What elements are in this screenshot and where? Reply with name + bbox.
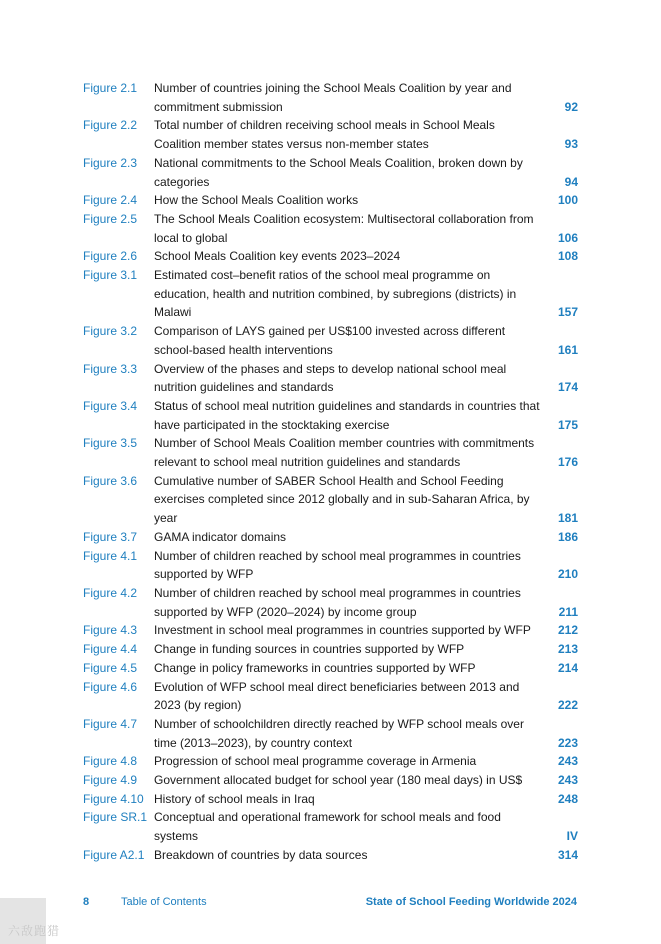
figure-title: School Meals Coalition key events 2023–2024	[154, 249, 401, 264]
toc-entry[interactable]	[83, 846, 580, 865]
toc-entry[interactable]	[83, 790, 580, 809]
page-number: 212	[557, 623, 578, 638]
page-number: 176	[557, 455, 578, 470]
toc-entry[interactable]	[83, 621, 580, 640]
figure-label: Figure 2.4	[83, 193, 138, 208]
figure-title: Conceptual and operational framework for school meals and food systems	[154, 810, 501, 844]
toc-entry[interactable]	[83, 210, 580, 247]
toc-entry[interactable]	[83, 360, 580, 397]
page-number: 157	[557, 305, 578, 320]
figure-title: Progression of school meal programme coverage in Armenia	[154, 754, 477, 769]
figure-label: Figure 2.2	[83, 118, 138, 133]
figure-title: Government allocated budget for school year (180 meal days) in US$	[154, 773, 523, 788]
page-number: IV	[566, 829, 578, 844]
toc-entry[interactable]	[83, 247, 580, 266]
toc-entry[interactable]	[83, 715, 580, 752]
page-number: 175	[557, 417, 578, 432]
page-number: 161	[557, 342, 578, 357]
page-number: 174	[557, 380, 578, 395]
figure-label: Figure 3.4	[83, 398, 138, 413]
page-number: 186	[557, 529, 578, 544]
figure-title: Total number of children receiving school meals in School Meals Coalition member states versus non-member states	[154, 118, 495, 152]
page-number: 100	[557, 193, 578, 208]
toc-entry[interactable]	[83, 434, 580, 471]
page-number: 214	[557, 660, 578, 675]
figure-label: Figure A2.1	[83, 847, 145, 862]
toc-entry[interactable]	[83, 678, 580, 715]
toc-entry[interactable]	[83, 640, 580, 659]
figure-title: Cumulative number of SABER School Health and School Feeding exercises completed since 2012 globally and in sub-Saharan Africa, by year	[154, 473, 530, 526]
figure-label: Figure 4.10	[83, 791, 144, 806]
watermark-text: 六敌跑猎	[8, 924, 61, 938]
figure-label: Figure 3.6	[83, 473, 138, 488]
page-number: 106	[557, 230, 578, 245]
page-number: 108	[557, 249, 578, 264]
figure-label: Figure SR.1	[83, 810, 148, 825]
figure-label: Figure 4.6	[83, 679, 138, 694]
toc-entry[interactable]	[83, 266, 580, 322]
figure-title: National commitments to the School Meals Coalition, broken down by categories	[154, 155, 523, 189]
figure-title: Evolution of WFP school meal direct beneficiaries between 2013 and 2023 (by region)	[154, 679, 520, 713]
figure-title: Overview of the phases and steps to develop national school meal nutrition guidelines and standards	[154, 361, 507, 395]
toc-entry[interactable]	[83, 584, 580, 621]
toc-entry[interactable]	[83, 771, 580, 790]
page-number: 223	[557, 735, 578, 750]
toc-entry[interactable]	[83, 154, 580, 191]
figure-label: Figure 4.5	[83, 660, 138, 675]
figure-title: Status of school meal nutrition guidelines and standards in countries that have participated in the stocktaking exercise	[154, 398, 540, 432]
page-number: 243	[557, 754, 578, 769]
page-number: 93	[564, 137, 578, 152]
figure-title: The School Meals Coalition ecosystem: Multisectoral collaboration from local to global	[154, 211, 534, 245]
toc-entry[interactable]	[83, 659, 580, 678]
figure-label: Figure 3.5	[83, 436, 138, 451]
page-number: 314	[557, 847, 578, 862]
page-number: 248	[557, 791, 578, 806]
figure-title: Estimated cost–benefit ratios of the school meal programme on education, health and nutrition combined, by subregions (districts) in Malawi	[154, 268, 517, 320]
toc-entry[interactable]	[83, 79, 580, 116]
figure-list	[83, 79, 580, 865]
figure-label: Figure 4.7	[83, 716, 138, 731]
figure-label: Figure 3.2	[83, 324, 138, 339]
figure-title: Investment in school meal programmes in countries supported by WFP	[154, 623, 531, 638]
figure-title: Number of School Meals Coalition member countries with commitments relevant to school meal nutrition guidelines and standards	[154, 436, 535, 470]
figure-title: Number of children reached by school meal programmes in countries supported by WFP (2020–2024) by income group	[154, 585, 521, 619]
footer-document-title: State of School Feeding Worldwide 2024	[365, 896, 577, 908]
page-number: 243	[557, 773, 578, 788]
toc-entry[interactable]	[83, 547, 580, 584]
figure-title: Change in funding sources in countries supported by WFP	[154, 642, 465, 657]
figure-title: Number of children reached by school meal programmes in countries supported by WFP	[154, 548, 521, 582]
toc-entry[interactable]	[83, 191, 580, 210]
figure-label: Figure 2.6	[83, 249, 138, 264]
figure-label: Figure 4.9	[83, 773, 138, 788]
footer-section-link[interactable]: Table of Contents	[121, 896, 207, 908]
figure-label: Figure 4.8	[83, 754, 138, 769]
page-number: 94	[564, 174, 578, 189]
toc-entry[interactable]	[83, 472, 580, 528]
figure-label: Figure 2.3	[83, 155, 138, 170]
figure-label: Figure 2.5	[83, 211, 138, 226]
figure-label: Figure 4.3	[83, 623, 138, 638]
figure-title: Number of countries joining the School Meals Coalition by year and commitment submission	[154, 81, 512, 114]
figure-title: GAMA indicator domains	[154, 529, 287, 544]
figure-title: Breakdown of countries by data sources	[154, 847, 368, 862]
toc-entry[interactable]	[83, 752, 580, 771]
page-number: 92	[564, 99, 578, 114]
page-number: 213	[557, 642, 578, 657]
figure-title: How the School Meals Coalition works	[154, 193, 359, 208]
toc-entry[interactable]	[83, 397, 580, 434]
figure-title: Comparison of LAYS gained per US$100 invested across different school-based health interventions	[154, 324, 506, 357]
figure-label: Figure 3.7	[83, 529, 138, 544]
figure-label: Figure 4.1	[83, 548, 138, 563]
page-number: 181	[557, 511, 578, 526]
figure-title: History of school meals in Iraq	[154, 791, 315, 806]
page-number: 211	[558, 604, 578, 619]
figure-label: Figure 2.1	[83, 81, 138, 95]
page-number: 210	[557, 567, 578, 582]
figure-title: Change in policy frameworks in countries supported by WFP	[154, 660, 476, 675]
footer-page-number: 8	[83, 896, 90, 908]
page-number: 222	[557, 698, 578, 713]
toc-entry[interactable]	[83, 116, 580, 153]
toc-entry[interactable]	[83, 528, 580, 547]
figure-label: Figure 4.2	[83, 585, 138, 600]
figure-label: Figure 3.3	[83, 361, 138, 376]
toc-entry[interactable]	[83, 322, 580, 359]
toc-entry[interactable]	[83, 808, 580, 845]
figure-label: Figure 3.1	[83, 268, 138, 283]
figure-label: Figure 4.4	[83, 642, 138, 657]
figure-title: Number of schoolchildren directly reached by WFP school meals over time (2013–2023), by country context	[154, 716, 524, 750]
